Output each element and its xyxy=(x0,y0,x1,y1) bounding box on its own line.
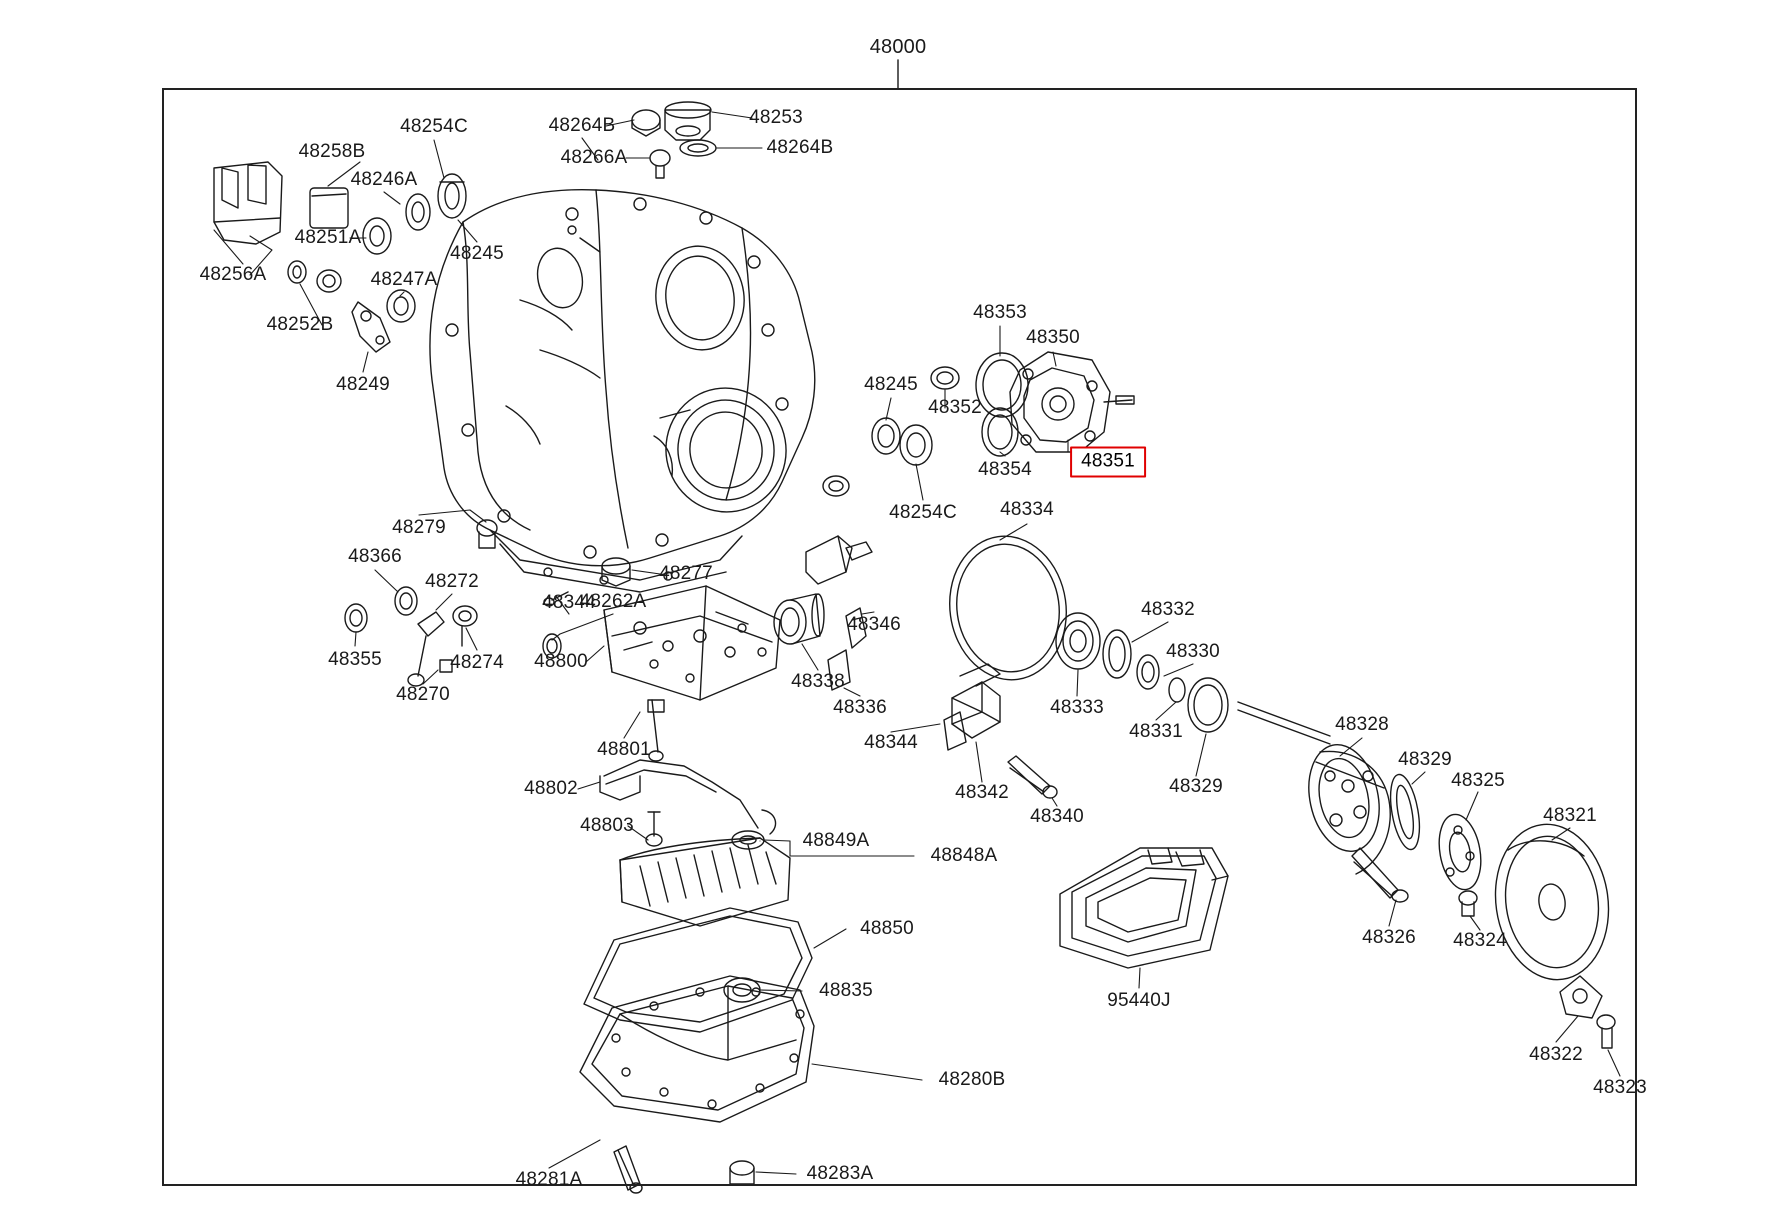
diagram-border xyxy=(162,88,1637,1186)
part-label-48246A[interactable]: 48246A xyxy=(350,169,418,190)
part-label-48332[interactable]: 48332 xyxy=(1141,599,1195,620)
part-label-48245[interactable]: 48245 xyxy=(450,243,504,264)
part-label-48251A[interactable]: 48251A xyxy=(294,227,362,248)
part-label-48336[interactable]: 48336 xyxy=(833,697,887,718)
part-label-48247A[interactable]: 48247A xyxy=(370,269,438,290)
part-label-48350[interactable]: 48350 xyxy=(1026,327,1080,348)
part-label-48342[interactable]: 48342 xyxy=(955,782,1009,803)
part-label-48334[interactable]: 48334 xyxy=(1000,499,1054,520)
part-label-48277[interactable]: 48277 xyxy=(659,563,713,584)
part-label-48802[interactable]: 48802 xyxy=(524,778,578,799)
part-label-95440J[interactable]: 95440J xyxy=(1107,990,1171,1011)
part-label-48848A[interactable]: 48848A xyxy=(930,845,998,866)
part-label-48366[interactable]: 48366 xyxy=(348,546,402,567)
part-label-48283A[interactable]: 48283A xyxy=(806,1163,874,1184)
part-label-48281A[interactable]: 48281A xyxy=(515,1169,583,1190)
part-label-48245[interactable]: 48245 xyxy=(864,374,918,395)
part-label-48266A[interactable]: 48266A xyxy=(560,147,628,168)
part-label-48344[interactable]: 48344 xyxy=(864,732,918,753)
part-label-48264B[interactable]: 48264B xyxy=(766,137,834,158)
part-label-48849A[interactable]: 48849A xyxy=(802,830,870,851)
part-label-48252B[interactable]: 48252B xyxy=(266,314,334,335)
part-label-48272[interactable]: 48272 xyxy=(425,571,479,592)
part-label-48262A[interactable]: 48262A xyxy=(579,591,647,612)
part-label-48326[interactable]: 48326 xyxy=(1362,927,1416,948)
part-label-48803[interactable]: 48803 xyxy=(580,815,634,836)
part-label-48254C[interactable]: 48254C xyxy=(889,502,957,523)
part-label-48264B[interactable]: 48264B xyxy=(548,115,616,136)
part-label-48321[interactable]: 48321 xyxy=(1543,805,1597,826)
part-label-48256A[interactable]: 48256A xyxy=(199,264,267,285)
part-label-48270[interactable]: 48270 xyxy=(396,684,450,705)
part-label-48835[interactable]: 48835 xyxy=(819,980,873,1001)
part-label-48329[interactable]: 48329 xyxy=(1398,749,1452,770)
part-label-48330[interactable]: 48330 xyxy=(1166,641,1220,662)
part-label-48331[interactable]: 48331 xyxy=(1129,721,1183,742)
part-label-48346[interactable]: 48346 xyxy=(847,614,901,635)
part-label-48000[interactable]: 48000 xyxy=(869,36,927,58)
part-label-48254C[interactable]: 48254C xyxy=(400,116,468,137)
part-label-48801[interactable]: 48801 xyxy=(597,739,651,760)
part-label-48322[interactable]: 48322 xyxy=(1529,1044,1583,1065)
part-label-48353[interactable]: 48353 xyxy=(973,302,1027,323)
part-label-48355[interactable]: 48355 xyxy=(328,649,382,670)
part-label-48352[interactable]: 48352 xyxy=(928,397,982,418)
part-label-48280B[interactable]: 48280B xyxy=(938,1069,1006,1090)
part-label-48800[interactable]: 48800 xyxy=(534,651,588,672)
part-label-48253[interactable]: 48253 xyxy=(749,107,803,128)
part-label-48328[interactable]: 48328 xyxy=(1335,714,1389,735)
part-label-48850[interactable]: 48850 xyxy=(860,918,914,939)
part-label-48329[interactable]: 48329 xyxy=(1169,776,1223,797)
part-label-48274[interactable]: 48274 xyxy=(450,652,504,673)
part-label-48344[interactable]: 48344 xyxy=(542,592,596,613)
part-label-48354[interactable]: 48354 xyxy=(978,459,1032,480)
part-label-highlighted-48351[interactable]: 48351 xyxy=(1070,447,1146,478)
part-label-48325[interactable]: 48325 xyxy=(1451,770,1505,791)
part-label-48279[interactable]: 48279 xyxy=(392,517,446,538)
part-label-48324[interactable]: 48324 xyxy=(1453,930,1507,951)
part-label-48323[interactable]: 48323 xyxy=(1593,1077,1647,1098)
part-label-48340[interactable]: 48340 xyxy=(1030,806,1084,827)
part-label-48338[interactable]: 48338 xyxy=(791,671,845,692)
part-label-48249[interactable]: 48249 xyxy=(336,374,390,395)
part-label-48258B[interactable]: 48258B xyxy=(298,141,366,162)
part-label-48333[interactable]: 48333 xyxy=(1050,697,1104,718)
